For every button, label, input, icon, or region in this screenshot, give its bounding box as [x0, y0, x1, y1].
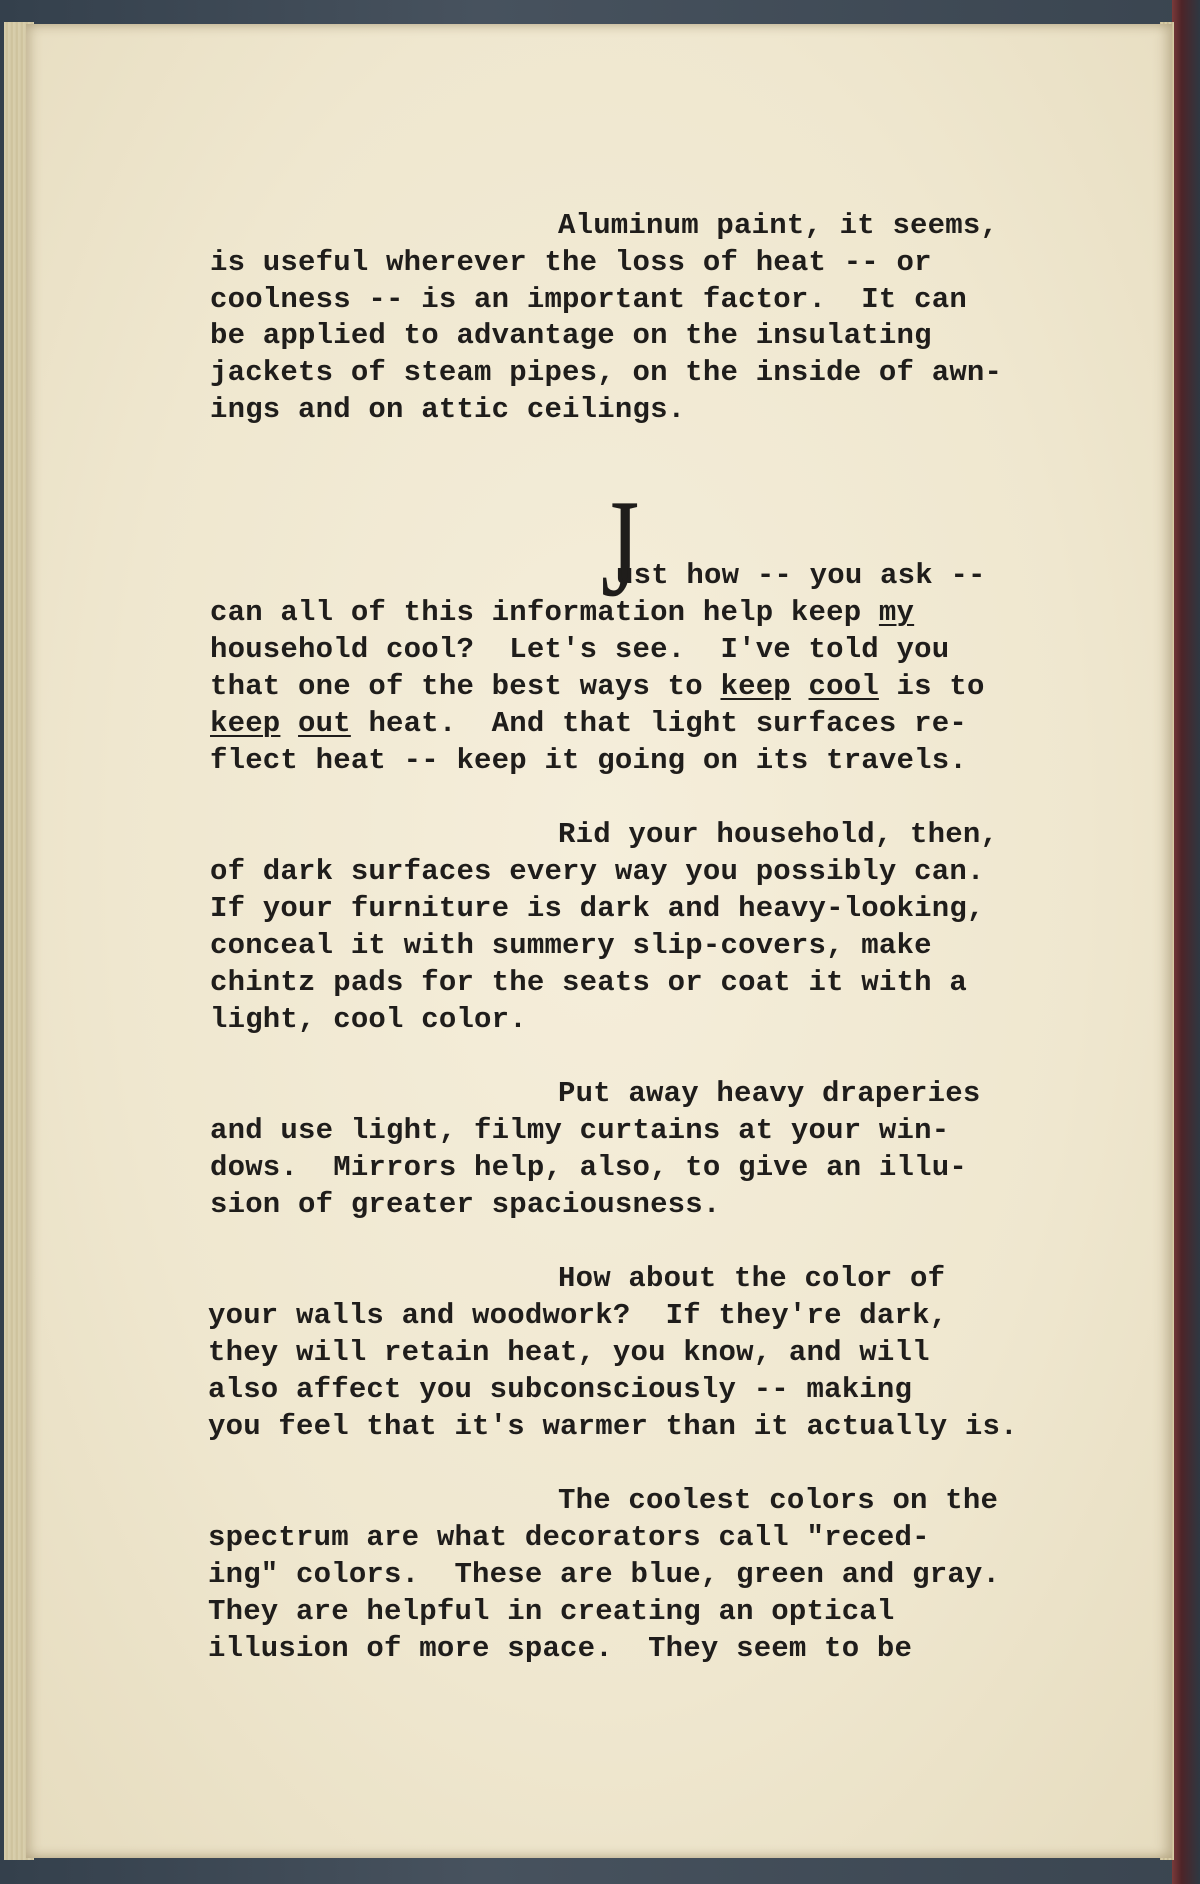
text-segment: heat. And that light surfaces re- — [350, 707, 967, 740]
text-line: household cool? Let's see. I've told you — [210, 633, 950, 666]
underlined-word: cool — [808, 670, 879, 703]
text-line: ing" colors. These are blue, green and gray. — [208, 1558, 1001, 1591]
text-line: you feel that it's warmer than it actually is. — [208, 1410, 1018, 1443]
drop-cap-letter: J — [601, 471, 640, 626]
text-line: chintz pads for the seats or coat it with a — [210, 966, 967, 999]
text-line: light, cool color. — [210, 1003, 527, 1036]
text-line: also affect you subconsciously -- making — [208, 1373, 913, 1406]
text-line: The coolest colors on the — [558, 1484, 999, 1517]
text-line: ings and on attic ceilings. — [210, 393, 686, 426]
text-line: they will retain heat, you know, and will — [208, 1336, 930, 1369]
text-line: flect heat -- keep it going on its travels. — [210, 744, 967, 777]
underlined-word: keep — [720, 670, 791, 703]
text-line: jackets of steam pipes, on the inside of awn- — [210, 356, 1003, 389]
text-line: and use light, filmy curtains at your win- — [210, 1114, 950, 1147]
text-segment — [791, 670, 809, 703]
text-line: If your furniture is dark and heavy-looking, — [210, 892, 985, 925]
text-line: dows. Mirrors help, also, to give an illu- — [210, 1151, 967, 1184]
text-line: They are helpful in creating an optical — [208, 1595, 895, 1628]
text-line: ust how -- you ask -- — [616, 559, 986, 592]
underlined-word: out — [298, 707, 351, 740]
text-line: How about the color of — [558, 1262, 946, 1295]
text-line: illusion of more space. They seem to be — [208, 1632, 913, 1665]
typewritten-page — [26, 24, 1172, 1858]
text-line: be applied to advantage on the insulating — [210, 319, 932, 352]
text-line: spectrum are what decorators call "reced- — [208, 1521, 930, 1554]
text-line: of dark surfaces every way you possibly can. — [210, 855, 985, 888]
text-segment: can all of this information help keep — [210, 596, 879, 629]
text-line: Put away heavy draperies — [558, 1077, 981, 1110]
underlined-word: my — [878, 596, 915, 629]
text-line — [210, 595, 914, 631]
text-line: sion of greater spaciousness. — [210, 1188, 721, 1221]
text-line: coolness -- is an important factor. It can — [210, 283, 967, 316]
text-segment: that one of the best ways to — [210, 670, 721, 703]
text-line — [210, 669, 985, 705]
text-segment: is to — [878, 670, 985, 703]
book-cover-edge — [1172, 0, 1200, 1884]
text-line: Rid your household, then, — [558, 818, 999, 851]
text-segment — [280, 707, 298, 740]
text-line: is useful wherever the loss of heat -- or — [210, 246, 932, 279]
text-line: conceal it with summery slip-covers, make — [210, 929, 932, 962]
text-line — [210, 706, 967, 742]
text-line: Aluminum paint, it seems, — [558, 209, 999, 242]
underlined-word: keep — [210, 707, 281, 740]
text-line: your walls and woodwork? If they're dark, — [208, 1299, 948, 1332]
